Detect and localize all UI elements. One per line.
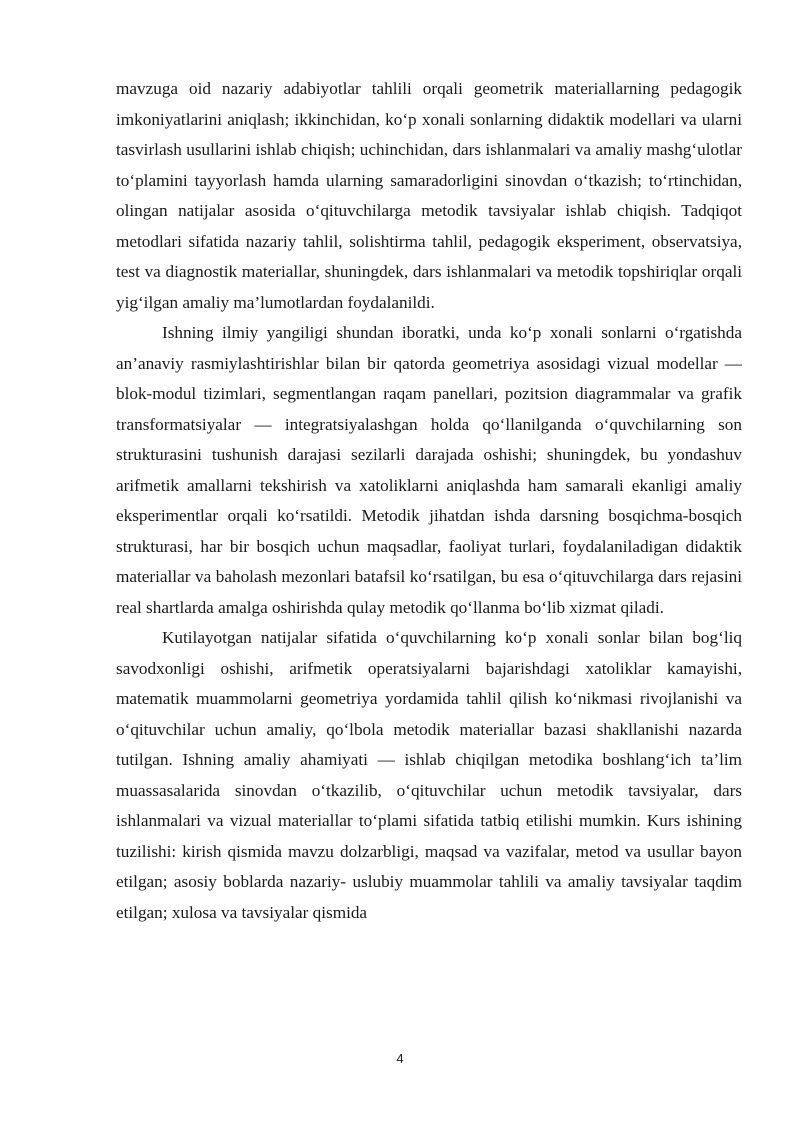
body-text [116, 74, 742, 928]
paragraph-scientific-novelty: Ishning ilmiy yangiligi shundan iboratki, unda ko‘p xonali sonlarni o‘rgatishda an’anaviy rasmiylashtirishlar bilan bir qatorda geometriya asosidagi vizual modellar — blok-modul tizimlari, segmentlangan raqam panellari, pozitsion diagrammalar va grafik transformatsiyalar — integratsiyalashgan holda qo‘llanilganda o‘quvchilarning son strukturasini tushunish darajasi sezilarli darajada oshishi; shuningdek, bu yondashuv arifmetik amallarni tekshirish va xatoliklarni aniqlashda ham samarali ekanligi amaliy eksperimentlar orqali ko‘rsatildi. Metodik jihatdan ishda darsning bosqichma-bosqich strukturasi, har bir bosqich uchun maqsadlar, faoliyat turlari, foydalaniladigan didaktik materiallar va baholash mezonlari batafsil ko‘rsatilgan, bu esa o‘qituvchilarga dars rejasini real shartlarda amalga oshirishda qulay metodik qo‘llanma bo‘lib xizmat qiladi. [116, 323, 742, 617]
page-number: 4 [396, 1051, 404, 1066]
paragraph-expected-results: Kutilayotgan natijalar sifatida o‘quvchilarning ko‘p xonali sonlar bilan bog‘liq savodxonligi oshishi, arifmetik operatsiyalarni bajarishdagi xatoliklar kamayishi, matematik muammolarni geometriya yordamida tahlil qilish ko‘nikmasi rivojlanishi va o‘qituvchilar uchun amaliy, qo‘lbola metodik materiallar bazasi shakllanishi nazarda tutilgan. Ishning amaliy ahamiyati — ishlab chiqilgan metodika boshlang‘ich ta’lim muassasalarida sinovdan o‘tkazilib, o‘qituvchilar uchun metodik tavsiyalar, dars ishlanmalari va vizual materiallar to‘plami sifatida tatbiq etilishi mumkin. Kurs ishining tuzilishi: kirish qismida mavzu dolzarbligi, maqsad va vazifalar, metod va usullar bayon etilgan; asosiy boblarda nazariy- uslubiy muammolar tahlili va amaliy tavsiyalar taqdim etilgan; xulosa va tavsiyalar qismida [116, 628, 742, 922]
paragraph-continuation: mavzuga oid nazariy adabiyotlar tahlili orqali geometrik materiallarning pedagogik imkoniyatlarini aniqlash; ikkinchidan, ko‘p xonali sonlarning didaktik modellari va ularni tasvirlash usullarini ishlab chiqish; uchinchidan, dars ishlanmalari va amaliy mashg‘ulotlar to‘plamini tayyorlash hamda ularning samaradorligini sinovdan o‘tkazish; to‘rtinchidan, olingan natijalar asosida o‘qituvchilarga metodik tavsiyalar ishlab chiqish. Tadqiqot metodlari sifatida nazariy tahlil, solishtirma tahlil, pedagogik eksperiment, observatsiya, test va diagnostik materiallar, shuningdek, dars ishlanmalari va metodik topshiriqlar orqali yig‘ilgan amaliy ma’lumotlardan foydalanildi. [116, 79, 742, 312]
